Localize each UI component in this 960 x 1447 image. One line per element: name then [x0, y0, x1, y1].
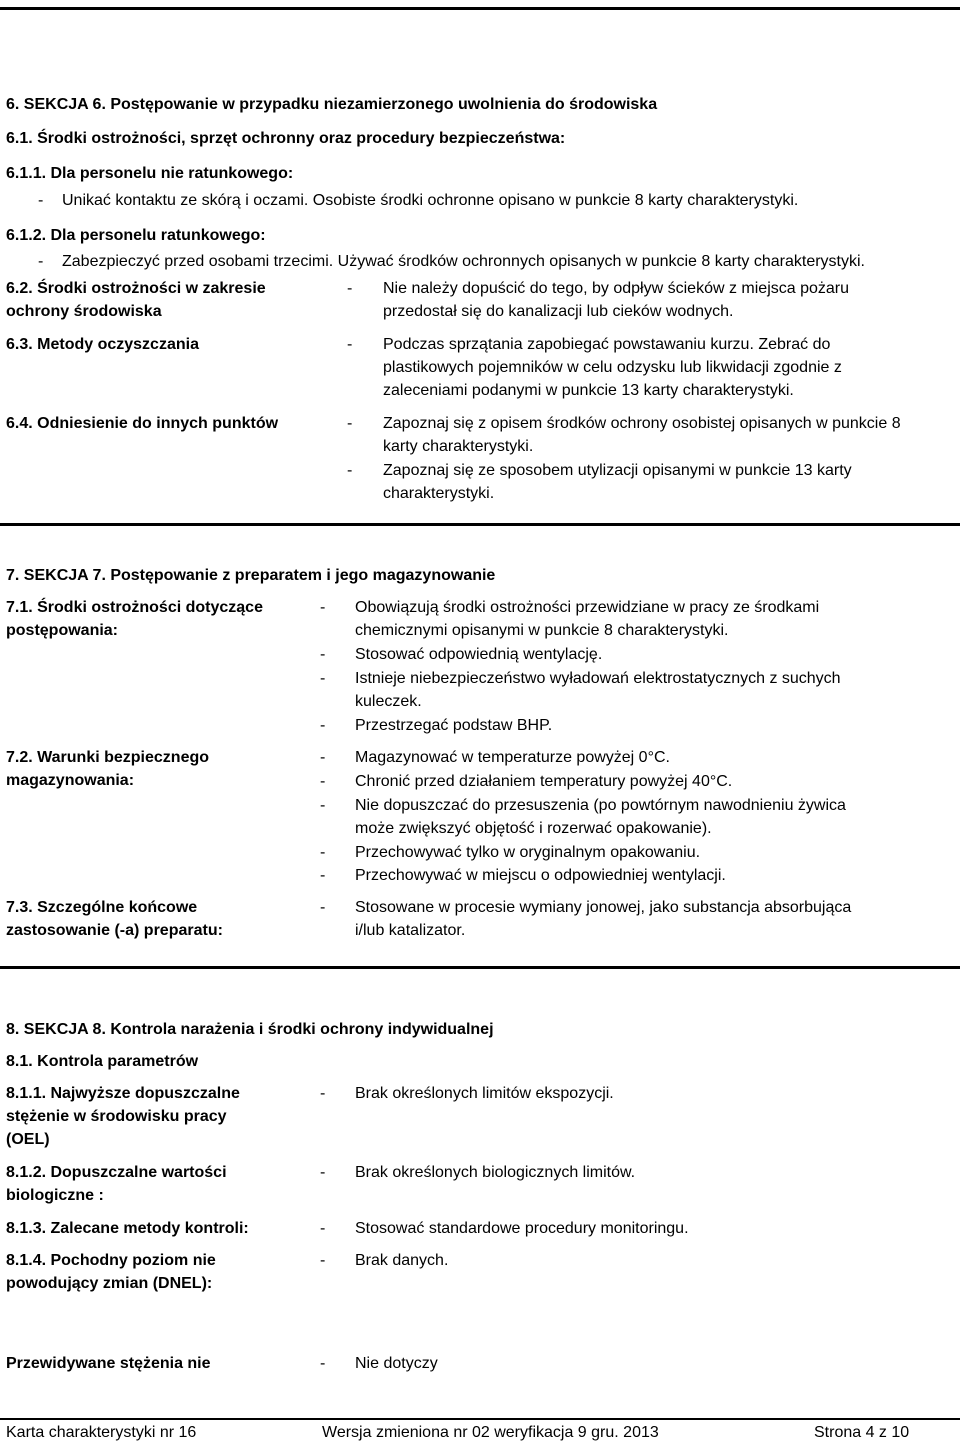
bullet-dash: -: [320, 717, 326, 734]
section-6-3-text: plastikowych pojemników w celu odzysku lub likwidacji zgodnie z: [383, 359, 842, 376]
section-6-2-text: przedostał się do kanalizacji lub cieków wodnych.: [383, 303, 734, 320]
section-6-3-text: zaleceniami podanymi w punkcie 13 karty charakterystyki.: [383, 382, 794, 399]
section-8-1-4-label: 8.1.4. Pochodny poziom nie: [6, 1252, 216, 1269]
bullet-dash: -: [320, 1252, 326, 1269]
section-6-3-text: Podczas sprzątania zapobiegać powstawaniu kurzu. Zebrać do: [383, 336, 831, 353]
section-7-2-text: Chronić przed działaniem temperatury powyżej 40°C.: [355, 773, 733, 790]
predicted-concentration-label: Przewidywane stężenia nie: [6, 1355, 211, 1372]
section-8-1-3-label: 8.1.3. Zalecane metody kontroli:: [6, 1220, 249, 1237]
bullet-dash: -: [320, 899, 326, 916]
section-7-3-text: Stosowane w procesie wymiany jonowej, jako substancja absorbująca: [355, 899, 852, 916]
section-6-1-2-text: Zabezpieczyć przed osobami trzecimi. Używać środków ochronnych opisanych w punkcie 8 karty charakterystyki.: [62, 253, 865, 270]
section-7-1-text: kuleczek.: [355, 693, 422, 710]
section-7-2-text: Magazynować w temperaturze powyżej 0°C.: [355, 749, 670, 766]
bullet-dash: -: [320, 867, 326, 884]
section-7-3-label: zastosowanie (-a) preparatu:: [6, 922, 223, 939]
section-8-1-heading: 8.1. Kontrola parametrów: [6, 1053, 199, 1070]
section-6-2-label: ochrony środowiska: [6, 303, 162, 320]
section-6-4-text: Zapoznaj się ze sposobem utylizacji opisanymi w punkcie 13 karty: [383, 462, 852, 479]
section-6-3-label: 6.3. Metody oczyszczania: [6, 336, 199, 353]
bullet-dash: -: [320, 773, 326, 790]
section-8-1-1-label: stężenie w środowisku pracy: [6, 1108, 227, 1125]
bullet-dash: -: [320, 1220, 326, 1237]
section-7-3-label: 7.3. Szczególne końcowe: [6, 899, 198, 916]
section-8-1-1-label: 8.1.1. Najwyższe dopuszczalne: [6, 1085, 240, 1102]
bullet-dash: -: [320, 1085, 326, 1102]
bullet-dash: -: [320, 797, 326, 814]
section-8-1-4-text: Brak danych.: [355, 1252, 449, 1269]
section-7-1-label: 7.1. Środki ostrożności dotyczące: [6, 599, 263, 616]
bullet-dash: -: [320, 844, 326, 861]
section-7-3-text: i/lub katalizator.: [355, 922, 466, 939]
footer-version: Wersja zmieniona nr 02 weryfikacja 9 gru. 2013: [322, 1424, 659, 1441]
top-rule: [0, 7, 960, 10]
section-7-2-label: 7.2. Warunki bezpiecznego: [6, 749, 210, 766]
bullet-dash: -: [320, 749, 326, 766]
section-8-title: 8. SEKCJA 8. Kontrola narażenia i środki ochrony indywidualnej: [6, 1021, 494, 1038]
section-8-1-2-label: biologiczne :: [6, 1187, 104, 1204]
section-6-1-1-heading: 6.1.1. Dla personelu nie ratunkowego:: [6, 165, 294, 182]
section-8-1-1-label: (OEL): [6, 1131, 50, 1148]
footer-rule: [0, 1418, 960, 1420]
footer-page-number: Strona 4 z 10: [814, 1424, 910, 1441]
section-8-1-3-text: Stosować standardowe procedury monitoringu.: [355, 1220, 689, 1237]
section-6-4-text: Zapoznaj się z opisem środków ochrony osobistej opisanych w punkcie 8: [383, 415, 901, 432]
section-6-1-heading: 6.1. Środki ostrożności, sprzęt ochronny oraz procedury bezpieczeństwa:: [6, 130, 566, 147]
footer-document-id: Karta charakterystyki nr 16: [6, 1424, 197, 1441]
section-6-4-text: karty charakterystyki.: [383, 438, 534, 455]
section-7-2-label: magazynowania:: [6, 772, 135, 789]
bullet-dash: -: [38, 253, 44, 270]
section-8-1-4-label: powodujący zmian (DNEL):: [6, 1275, 213, 1292]
bullet-dash: -: [320, 670, 326, 687]
section-7-1-label: postępowania:: [6, 622, 119, 639]
section-6-1-2-heading: 6.1.2. Dla personelu ratunkowego:: [6, 227, 266, 244]
section-7-2-text: Przechowywać w miejscu o odpowiedniej wentylacji.: [355, 867, 726, 884]
bullet-dash: -: [320, 646, 326, 663]
section-8-1-1-text: Brak określonych limitów ekspozycji.: [355, 1085, 614, 1102]
section-7-2-text: Nie dopuszczać do przesuszenia (po powtórnym nawodnieniu żywica: [355, 797, 846, 814]
section-7-1-text: Obowiązują środki ostrożności przewidziane w pracy ze środkami: [355, 599, 820, 616]
bullet-dash: -: [320, 1355, 326, 1372]
section-7-1-text: Istnieje niebezpieczeństwo wyładowań elektrostatycznych z suchych: [355, 670, 841, 687]
section-7-2-text: może zwiększyć objętość i rozerwać opakowanie).: [355, 820, 712, 837]
bullet-dash: -: [347, 462, 353, 479]
section-6-title: 6. SEKCJA 6. Postępowanie w przypadku niezamierzonego uwolnienia do środowiska: [6, 96, 658, 113]
section-6-1-1-text: Unikać kontaktu ze skórą i oczami. Osobiste środki ochronne opisano w punkcie 8 karty charakterystyki.: [62, 192, 799, 209]
section-7-2-text: Przechowywać tylko w oryginalnym opakowaniu.: [355, 844, 701, 861]
section-7-1-text: Stosować odpowiednią wentylację.: [355, 646, 603, 663]
predicted-concentration-text: Nie dotyczy: [355, 1355, 438, 1372]
section-8-1-2-label: 8.1.2. Dopuszczalne wartości: [6, 1164, 227, 1181]
bullet-dash: -: [320, 1164, 326, 1181]
section-6-2-label: 6.2. Środki ostrożności w zakresie: [6, 280, 266, 297]
bullet-dash: -: [347, 415, 353, 432]
section-7-title: 7. SEKCJA 7. Postępowanie z preparatem i jego magazynowanie: [6, 567, 496, 584]
section-6-4-label: 6.4. Odniesienie do innych punktów: [6, 415, 279, 432]
bullet-dash: -: [347, 280, 353, 297]
section-6-4-text: charakterystyki.: [383, 485, 495, 502]
bullet-dash: -: [347, 336, 353, 353]
bullet-dash: -: [38, 192, 44, 209]
section-rule: [0, 966, 960, 969]
bullet-dash: -: [320, 599, 326, 616]
section-7-1-text: Przestrzegać podstaw BHP.: [355, 717, 553, 734]
section-rule: [0, 523, 960, 526]
section-8-1-2-text: Brak określonych biologicznych limitów.: [355, 1164, 636, 1181]
section-6-2-text: Nie należy dopuścić do tego, by odpływ ścieków z miejsca pożaru: [383, 280, 850, 297]
section-7-1-text: chemicznymi opisanymi w punkcie 8 charakterystyki.: [355, 622, 729, 639]
